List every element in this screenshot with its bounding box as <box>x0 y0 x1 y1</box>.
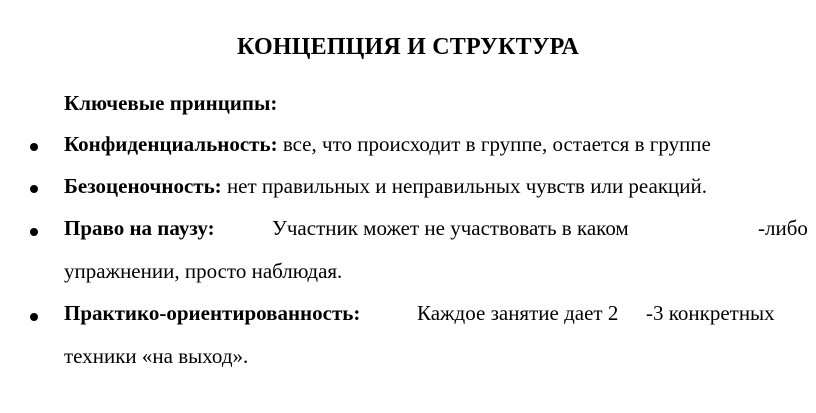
bullet-term: Практико-ориентированность: <box>64 301 361 325</box>
bullet-dot-1 <box>30 143 38 151</box>
bullet-text-continuation: техники «на выход». <box>64 344 249 368</box>
bullet-term: Безоценочность: <box>64 174 222 198</box>
bullet-text-continuation: упражнении, просто наблюдая. <box>64 259 343 283</box>
principles-heading: Ключевые принципы: <box>64 91 278 115</box>
bullet-item-confidentiality <box>64 132 711 157</box>
bullet-item-practice-oriented <box>64 301 360 326</box>
bullet-dot-4 <box>30 313 38 321</box>
bullet-term: Право на паузу: <box>64 216 215 240</box>
bullet-term: Конфиденциальность: <box>64 132 278 156</box>
bullet-item-nonjudgment <box>64 174 707 199</box>
bullet-dot-2 <box>30 185 38 193</box>
bullet-text: все, что происходит в группе, остается в группе <box>282 132 711 156</box>
bullet-text-part-a: Каждое занятие дает 2 <box>417 301 619 325</box>
bullet-text-part-a: Участник может не участвовать в каком <box>272 216 629 240</box>
bullet-item-right-to-pause <box>64 216 215 241</box>
bullet-text: нет правильных и неправильных чувств или реакций. <box>226 174 707 198</box>
bullet-dot-3 <box>30 228 38 236</box>
bullet-text-part-b: -либо <box>758 216 808 240</box>
bullet-text-part-b: -3 конкретных <box>646 301 775 325</box>
slide-title: КОНЦЕПЦИЯ И СТРУКТУРА <box>237 34 579 60</box>
